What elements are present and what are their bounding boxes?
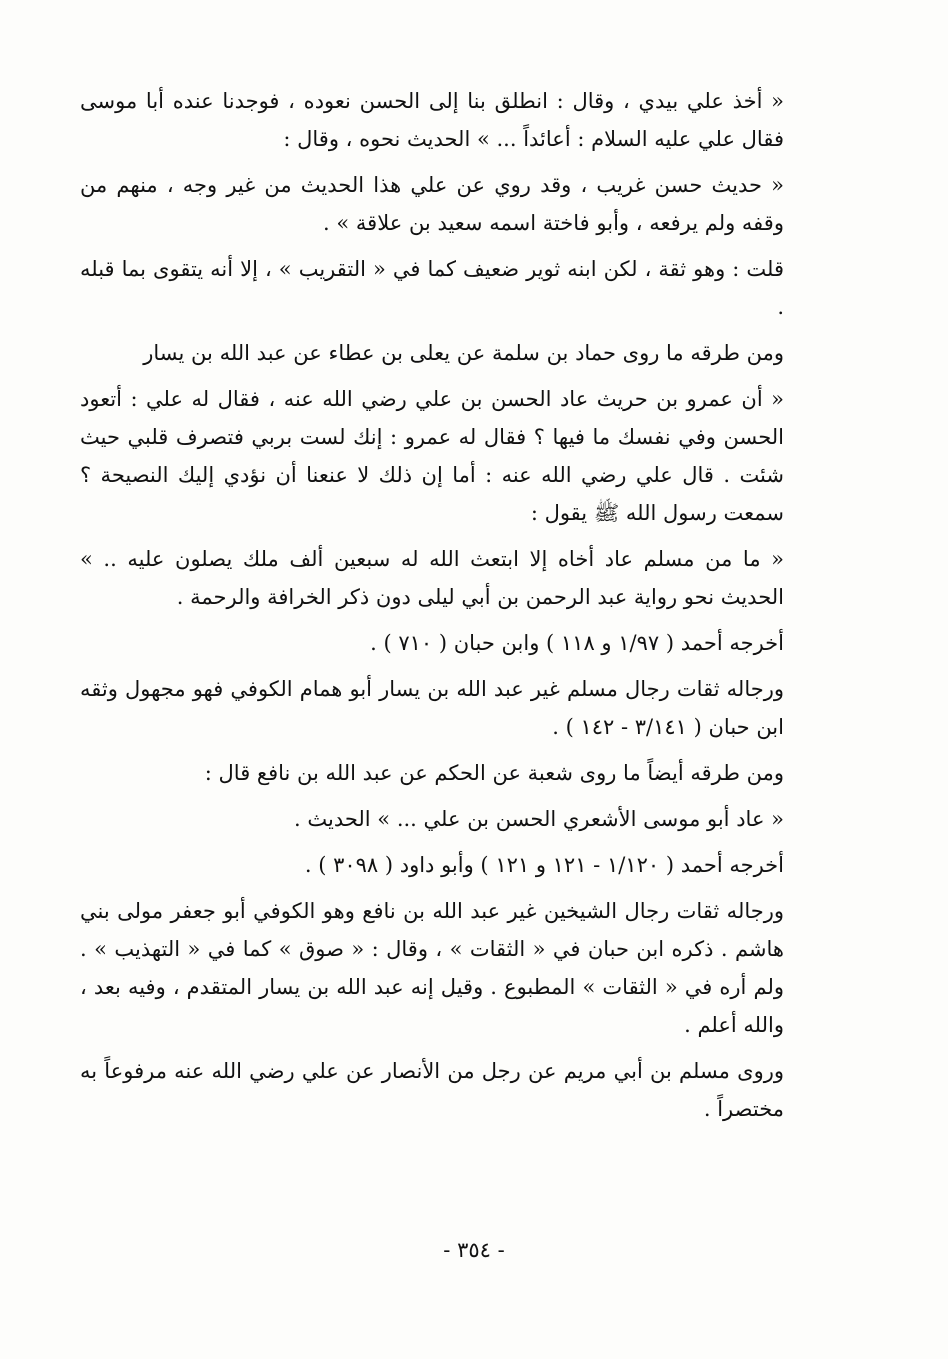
page-number: - ٣٥٤ -: [443, 1238, 505, 1262]
paragraph-9: ومن طرقه أيضاً ما روى شعبة عن الحكم عن عبد الله بن نافع قال :: [204, 761, 784, 785]
paragraph-10: « عاد أبو موسى الأشعري الحسن بن علي ... » الحديث .: [294, 807, 784, 831]
page-body: [80, 82, 810, 1136]
paragraph-3: قلت : وهو ثقة ، لكن ابنه ثوير ضعيف كما في « التقريب » ، إلا أنه يتقوى بما قبله .: [80, 257, 784, 319]
paragraph-12: ورجاله ثقات رجال الشيخين غير عبد الله بن نافع وهو الكوفي أبو جعفر مولى بني هاشم . ذكره ابن حبان في « الثقات » ، وقال : « صوق » كما في « التهذيب » . ولم أره في « الثقات » المطبوع . وقيل إنه عبد الله بن يسار المتقدم ، وفيه بعد ، والله أعلم .: [80, 899, 784, 1037]
paragraph-2: « حديث حسن غريب ، وقد روي عن علي هذا الحديث من غير وجه ، منهم من وقفه ولم يرفعه ، وأبو فاختة اسمه سعيد بن علاقة » .: [80, 173, 784, 235]
paragraph-11: أخرجه أحمد ( ١/١٢٠ - ١٢١ و ١٢١ ) وأبو داود ( ٣٠٩٨ ) .: [304, 853, 784, 877]
paragraph-13: وروى مسلم بن أبي مريم عن رجل من الأنصار عن علي رضي الله عنه مرفوعاً به مختصراً .: [80, 1059, 784, 1121]
paragraph-1: « أخذ علي بيدي ، وقال : انطلق بنا إلى الحسن نعوده ، فوجدنا عنده أبا موسى فقال علي عليه السلام : أعائداً ... » الحديث نحوه ، وقال :: [80, 89, 784, 151]
paragraph-7: أخرجه أحمد ( ١/٩٧ و ١١٨ ) وابن حبان ( ٧١٠ ) .: [370, 631, 784, 655]
paragraph-6: « ما من مسلم عاد أخاه إلا ابتعث الله له سبعين ألف ملك يصلون عليه .. » الحديث نحو رواية عبد الرحمن بن أبي ليلى دون ذكر الخرافة والرحمة .: [80, 547, 784, 609]
paragraph-8: ورجاله ثقات رجال مسلم غير عبد الله بن يسار أبو همام الكوفي فهو مجهول وثقه ابن حبان ( ٣/١٤١ - ١٤٢ ) .: [80, 677, 784, 739]
paragraph-4: ومن طرقه ما روى حماد بن سلمة عن يعلى بن عطاء عن عبد الله بن يسار: [143, 341, 784, 365]
paragraph-5: « أن عمرو بن حريث عاد الحسن بن علي رضي الله عنه ، فقال له علي : أتعود الحسن وفي نفسك ما فيها ؟ فقال له عمرو : إنك لست بربي فتصرف قلبي حيث شئت . قال علي رضي الله عنه : أما إن ذلك لا عنعنا أن نؤدي إليك النصيحة ؟ سمعت رسول الله ﷺ يقول :: [80, 387, 784, 525]
